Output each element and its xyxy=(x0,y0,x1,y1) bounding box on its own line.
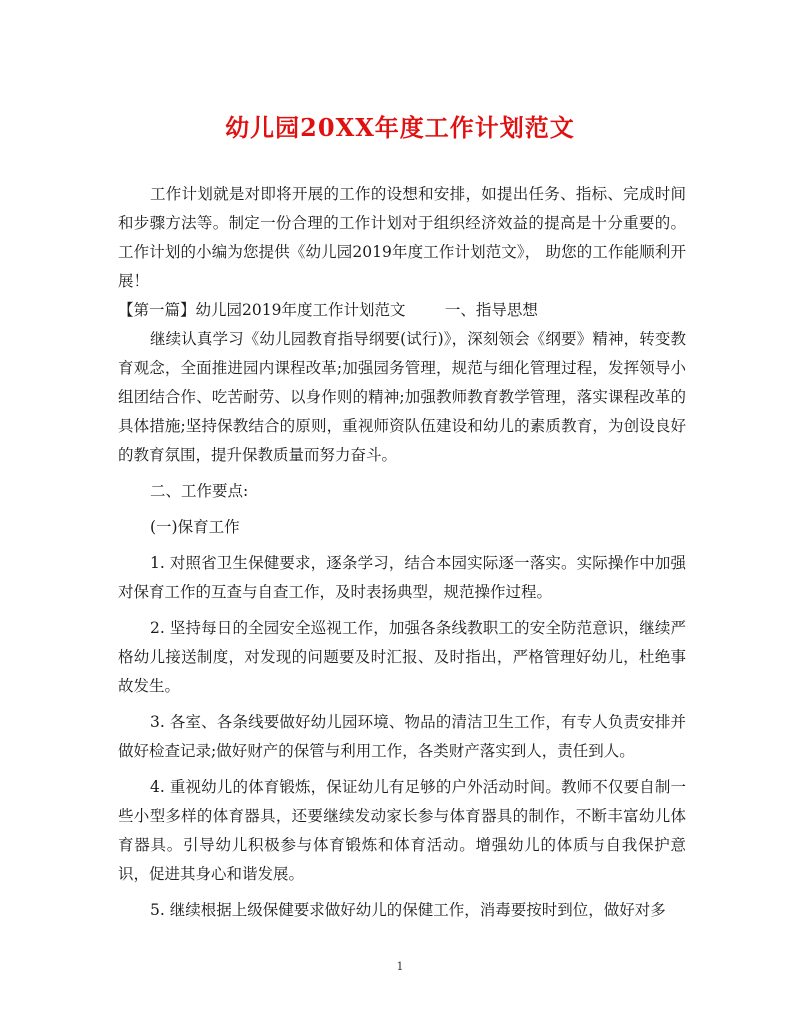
list-item: 4. 重视幼儿的体育锻炼，保证幼儿有足够的户外活动时间。教师不仅要自制一些小型多样的体育器具，还要继续发动家长参与体育器具的制作，不断丰富幼儿体育器具。引导幼儿积极参与体育锻炼和体育活动。增强幼儿的体质与自我保护意识，促进其身心和谐发展。 xyxy=(118,778,686,883)
list-item: 1. 对照省卫生保健要求，逐条学习，结合本园实际逐一落实。实际操作中加强对保育工作的互查与自查工作，及时表扬典型，规范操作过程。 xyxy=(118,554,686,601)
page-number: 1 xyxy=(396,960,404,973)
intro-paragraph: 工作计划就是对即将开展的工作的设想和安排，如提出任务、指标、完成时间和步骤方法等。制定一份合理的工作计划对于组织经济效益的提高是十分重要的。工作计划的小编为您提供《幼儿园2019年度工作计划范文》， 助您的工作能顺利开展！ xyxy=(118,185,686,290)
care-heading: (一)保育工作 xyxy=(150,518,240,536)
list-item: 5. 继续根据上级保健要求做好幼儿的保健工作，消毒要按时到位，做好对多 xyxy=(150,901,666,919)
document-title: 幼儿园20XX年度工作计划范文 xyxy=(225,113,575,142)
points-heading: 二、工作要点: xyxy=(150,482,249,500)
guiding-paragraph: 继续认真学习《幼儿园教育指导纲要(试行)》，深刻领会《纲要》精神，转变教育观念，全面推进园内课程改革;加强园务管理，规范与细化管理过程，发挥领导小组团结合作、吃苦耐劳、以身作则的精神;加强教师教育教学管理，落实课程改革的具体措施;坚持保教结合的原则，重视师资队伍建设和幼儿的素质教育，为创设良好的教育氛围，提升保教质量而努力奋斗。 xyxy=(118,330,686,464)
section-heading: 【第一篇】幼儿园2019年度工作计划范文 一、指导思想 xyxy=(118,301,538,319)
document-body xyxy=(118,180,686,925)
list-item: 3. 各室、各条线要做好幼儿园环境、物品的清洁卫生工作，有专人负责安排并做好检查记录;做好财产的保管与利用工作，各类财产落实到人，责任到人。 xyxy=(118,713,686,760)
list-item: 2. 坚持每日的全园安全巡视工作，加强各条线教职工的安全防范意识，继续严格幼儿接送制度，对发现的问题要及时汇报、及时指出，严格管理好幼儿，杜绝事故发生。 xyxy=(118,619,686,695)
